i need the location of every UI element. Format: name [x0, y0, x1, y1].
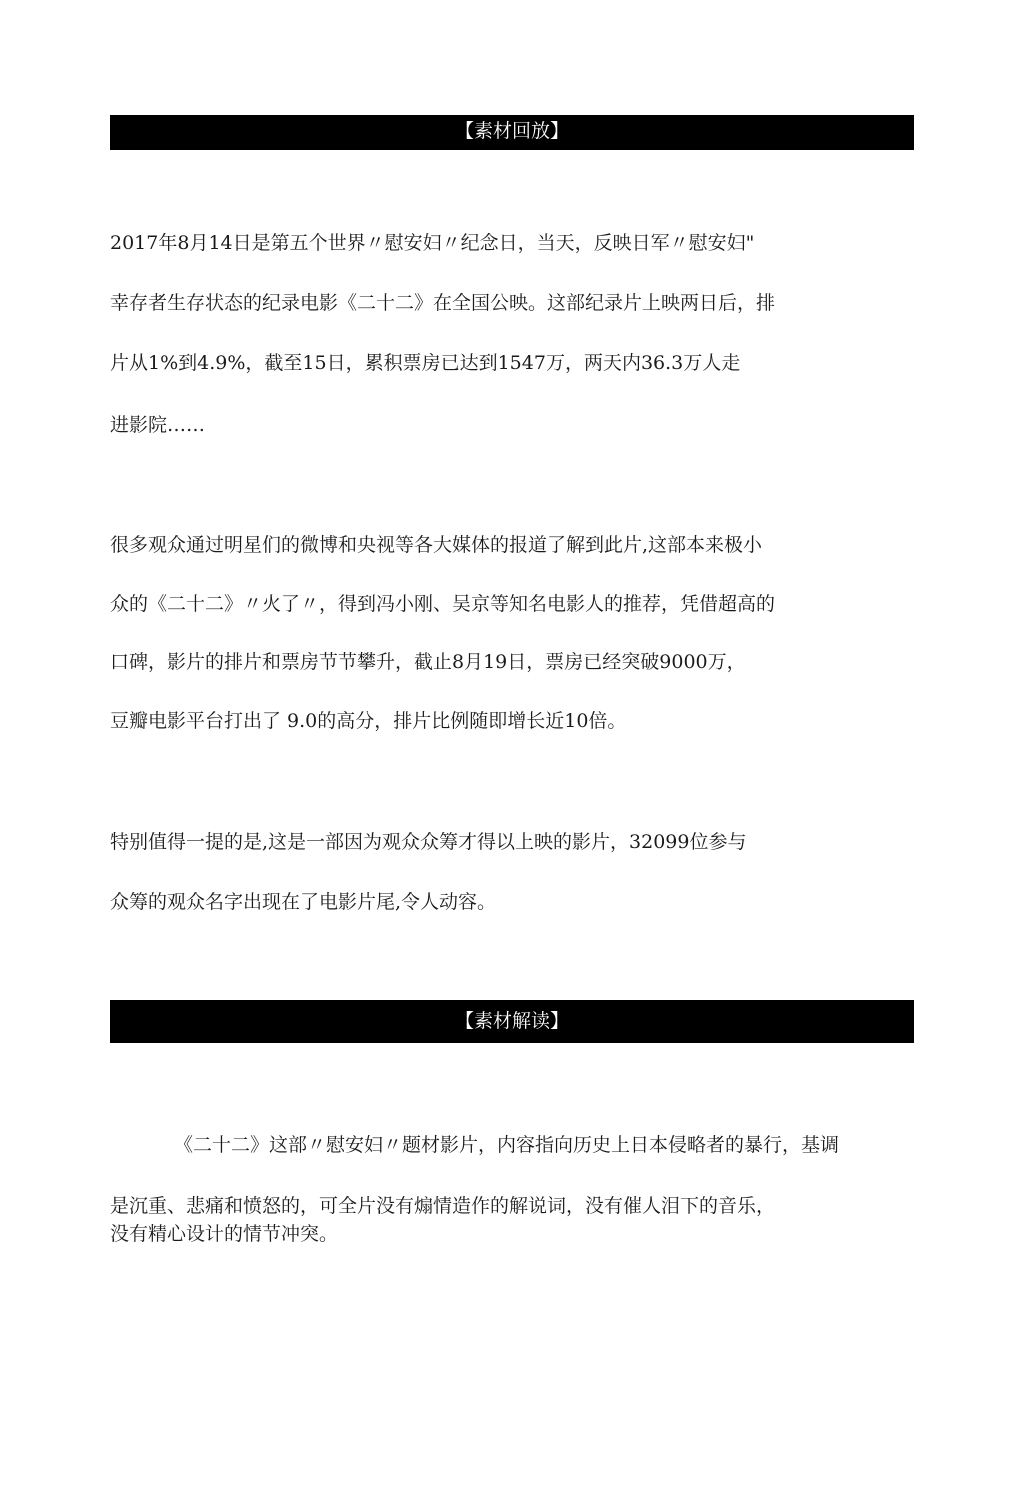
- text-line: 豆瓣电影平台打出了 9.0的高分，排片比例随即增长近10倍。: [110, 710, 627, 732]
- text-line: 特别值得一提的是,这是一部因为观众众筹才得以上映的影片，32099位参与: [110, 831, 747, 853]
- section-header-material-interpretation: [110, 1000, 914, 1043]
- text-line: 众的《二十二》〃火了〃，得到冯小刚、吴京等知名电影人的推荐，凭借超高的: [110, 593, 776, 615]
- section-title: 【素材解读】: [454, 1010, 569, 1032]
- text-line: 片从1%到4.9%，截至15日，累积票房已达到1547万，两天内36.3万人走: [110, 352, 741, 374]
- text-line: 很多观众通过明星们的微博和央视等各大媒体的报道了解到此片,这部本来极小: [110, 534, 763, 556]
- section-title: 【素材回放】: [454, 120, 569, 142]
- text-line: 口碑，影片的排片和票房节节攀升，截止8月19日，票房已经突破9000万，: [110, 651, 746, 673]
- text-line: 没有精心设计的情节冲突。: [110, 1223, 339, 1245]
- text-line: 众筹的观众名字出现在了电影片尾,令人动容。: [110, 891, 497, 913]
- text-line: 进影院……: [110, 414, 206, 436]
- section-header-material-review: [110, 115, 914, 150]
- text-line: 幸存者生存状态的纪录电影《二十二》在全国公映。这部纪录片上映两日后，排: [110, 292, 776, 314]
- text-line: 是沉重、悲痛和愤怒的，可全片没有煽情造作的解说词，没有催人泪下的音乐，: [110, 1195, 776, 1217]
- text-line: 《二十二》这部〃慰安妇〃题材影片，内容指向历史上日本侵略者的暴行，基调: [174, 1134, 840, 1156]
- text-line: 2017年8月14日是第五个世界〃慰安妇〃纪念日，当天，反映日军〃慰安妇": [110, 232, 755, 254]
